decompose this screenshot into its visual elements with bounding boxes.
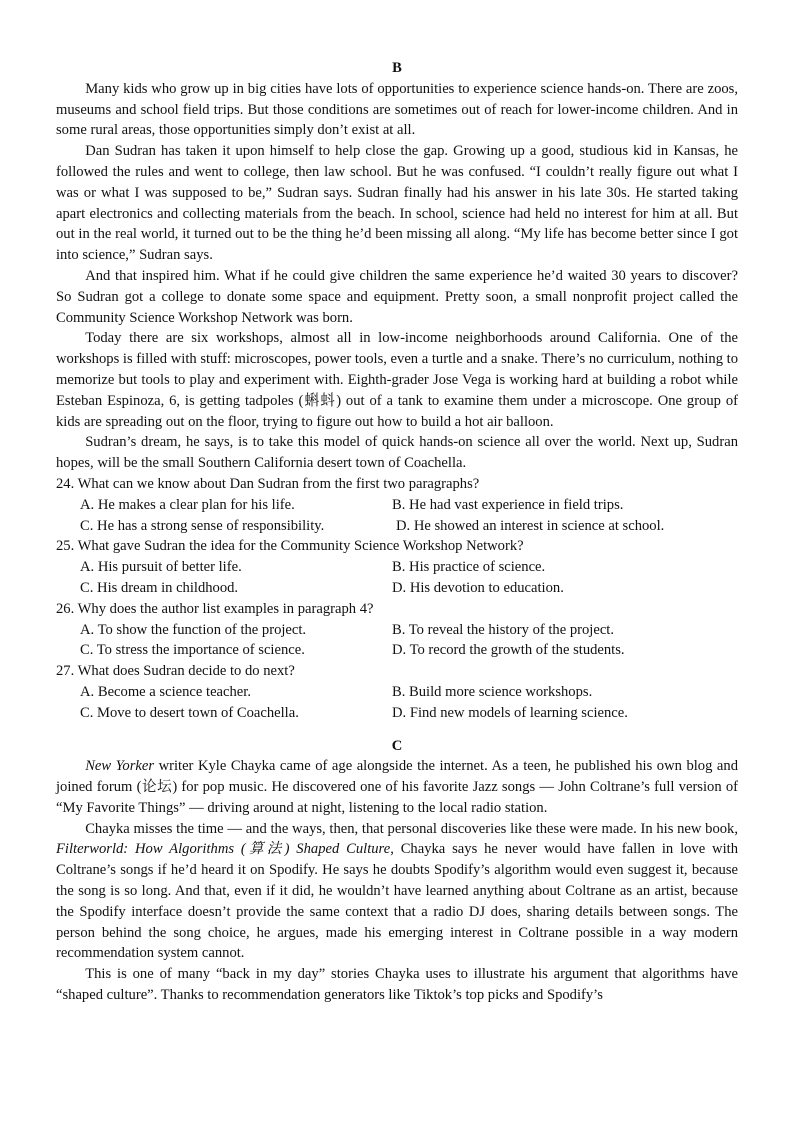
section-b-paragraph-2: Dan Sudran has taken it upon himself to help close the gap. Growing up a good, studious kid in Kansas, he followed the rules and went to college, then law school. But he was confused. “I couldn’t really figure out what I was or what I was supposed to be,” Sudran says. Sudran finally had his answer in his late 30s. He started taking apart electronics and collecting materials from the beach. In school, science had held no interest for him at all. But out in the real world, it turned out to be the thing he’d been missing all along. “My life has become better since I got into science,” Sudran says. [56, 143, 738, 264]
option-a: A. Become a science teacher. [80, 683, 251, 700]
option-c: C. He has a strong sense of responsibility. [80, 517, 325, 534]
option-b: B. To reveal the history of the project. [392, 621, 615, 638]
option-c: C. Move to desert town of Coachella. [80, 704, 299, 721]
option-a: A. He makes a clear plan for his life. [80, 496, 295, 513]
question-stem: 27. What does Sudran decide to do next? [56, 663, 295, 680]
section-c-title: C [391, 737, 403, 754]
question-stem: 26. Why does the author list examples in paragraph 4? [56, 600, 374, 617]
option-a: A. To show the function of the project. [80, 621, 307, 638]
section-c-paragraph-3: This is one of many “back in my day” stories Chayka uses to illustrate his argument that algorithms have “shaped culture”. Thanks to recommendation generators like Tiktok’s top picks and Spodify’s [56, 966, 738, 1004]
section-b-paragraph-4: Today there are six workshops, almost all in low-income neighborhoods around California. One of the workshops is filled with stuff: microscopes, power tools, even a turtle and a snake. There’s no curriculum, nothing to memorize but tools to play and experiment with. Eighth-grader Jose Vega is working hard at building a robot while Esteban Espinoza, 6, is getting tadpoles (蝌蚪) out of a tank to examine them under a microscope. One group of kids are spreading out on the floor, trying to figure out how to build a hot air balloon. [56, 330, 738, 430]
option-b: B. He had vast experience in field trips. [392, 496, 624, 513]
option-d: D. His devotion to education. [392, 579, 564, 596]
option-d: D. To record the growth of the students. [392, 642, 625, 659]
question-stem: 25. What gave Sudran the idea for the Community Science Workshop Network? [56, 538, 524, 555]
question-26 [56, 599, 738, 661]
section-c-paragraph-1 [56, 756, 738, 818]
section-b-paragraph-5: Sudran’s dream, he says, is to take this model of quick hands-on science all over the world. Next up, Sudran hopes, will be the small Southern California desert town of Coachella. [56, 434, 738, 472]
option-b: B. His practice of science. [392, 559, 546, 576]
section-b-paragraph-3: And that inspired him. What if he could give children the same experience he’d waited 30 years to discover? So Sudran got a college to donate some space and equipment. Pretty soon, a small nonprofit project called the Community Science Workshop Network was born. [56, 267, 738, 326]
paragraph-text: , Chayka says he never would have fallen in love with Coltrane’s songs if he’d heard it on Spodify. He says he doubts Spodify’s algorithm would even suggest it, because the song is so long. And that, even if it did, he wouldn’t have learned anything about Coltrane as an artist, because the Spodify interface doesn’t provide the same context that a radio DJ does, sharing details between songs. The person behind the song choice, he argues, made his emerging interest in Coltrane possible in a way modern recommendation system cannot. [56, 841, 738, 962]
option-d: D. Find new models of learning science. [392, 704, 628, 721]
question-stem: 24. What can we know about Dan Sudran from the first two paragraphs? [56, 475, 480, 492]
option-c: C. To stress the importance of science. [80, 642, 305, 659]
question-27 [56, 661, 738, 723]
paragraph-text: Chayka misses the time — and the ways, then, that personal discoveries like these were made. In his new book, [85, 820, 738, 837]
section-b-title: B [392, 60, 402, 76]
option-d: D. He showed an interest in science at school. [396, 517, 665, 534]
section-b-paragraph-1: Many kids who grow up in big cities have lots of opportunities to experience science hands-on. There are zoos, museums and school field trips. But those conditions are sometimes out of reach for lower-income children. And in some rural areas, those opportunities simply don’t exist at all. [56, 80, 738, 139]
option-c: C. His dream in childhood. [80, 579, 239, 596]
section-c-paragraph-2 [56, 819, 738, 965]
question-25 [56, 536, 738, 598]
paragraph-text: writer Kyle Chayka came of age alongside the internet. As a teen, he published his own blog and joined forum (论坛) for pop music. He discovered one of his favorite Jazz songs — John Coltrane’s full version of “My Favorite Things” — driving around at night, listening to the local radio station. [56, 758, 738, 816]
book-title: Filterworld: How Algorithms (算法) Shaped Culture [56, 841, 391, 858]
publication-name: New Yorker [85, 758, 155, 775]
option-a: A. His pursuit of better life. [80, 559, 242, 576]
option-b: B. Build more science workshops. [392, 683, 593, 700]
question-24 [56, 474, 738, 536]
